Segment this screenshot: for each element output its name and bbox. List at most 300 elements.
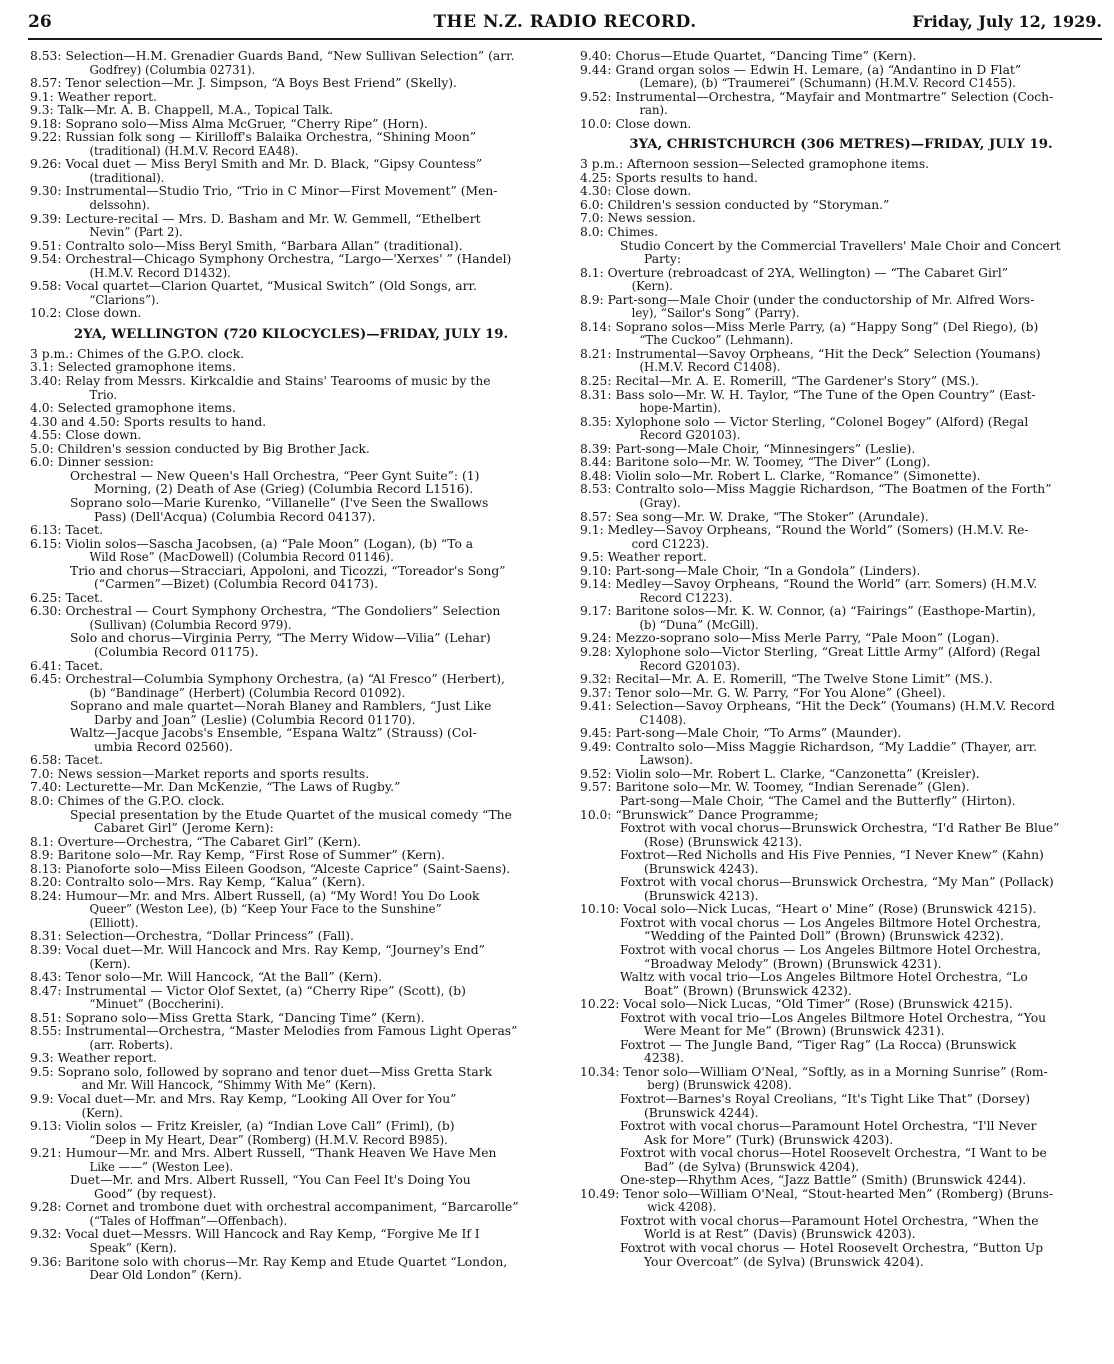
subitem-line: Party: (644, 252, 681, 267)
subitem-line: Foxtrot — The Jungle Band, “Tiger Rag” (La Rocca) (Brunswick (620, 1037, 1017, 1052)
entry-text (58, 1093, 552, 1120)
subitem-line: Foxtrot with vocal chorus—Hotel Roosevelt Orchestra, “I Want to be (620, 1146, 1047, 1161)
entry-line: Speak” (Kern). (89, 1241, 177, 1256)
entry-text (615, 673, 1102, 687)
entry-time: 9.24: (580, 631, 616, 646)
entry-text (65, 185, 552, 212)
entry-line: Violin solo—Mr. Robert L. Clarke, “Romance” (Simonette). (615, 468, 981, 483)
entry-text (58, 849, 552, 863)
subitem-line: (Brunswick 4213). (644, 888, 759, 903)
entry-time: 9.54: (30, 252, 66, 267)
entry-time: 8.47: (30, 983, 66, 998)
entry-line: Baritone solo—Mr. W. Toomey, “The Diver” (Long). (615, 455, 931, 470)
entry-time: 9.22: (30, 130, 66, 145)
programme-entry (30, 592, 552, 606)
programme-subitem (580, 1147, 1102, 1174)
entry-text (65, 660, 552, 674)
entry-text (615, 348, 1102, 375)
entry-text (608, 199, 1102, 213)
entry-line: Weather report. (607, 550, 707, 565)
programme-entry (580, 511, 1102, 525)
entry-time: 6.41: (30, 658, 66, 673)
programme-entry (30, 375, 552, 402)
programme-entry (580, 64, 1102, 91)
entry-time: 8.48: (580, 468, 616, 483)
subitem-line: Were Meant for Me” (Brown) (Brunswick 4231). (644, 1024, 945, 1039)
entry-line: Vocal duet—Mr. and Mrs. Ray Kemp, “Looking All Over for You” (57, 1092, 457, 1107)
entry-line: Recital—Mr. A. E. Romerill, “The Twelve Stone Limit” (MS.). (615, 672, 993, 687)
entry-time: 7.40: (30, 780, 66, 795)
entry-line: Wild Rose” (MacDowell) (Columbia Record 01146). (89, 550, 394, 565)
programme-entry (30, 158, 552, 185)
entry-time: 8.31: (580, 387, 616, 402)
entry-time: 9.9: (30, 1092, 58, 1107)
programme-subitem (580, 849, 1102, 876)
entry-line: Xylophone solo — Victor Sterling, “Colonel Bogey” (Alford) (Regal (615, 414, 1029, 429)
entry-time: 3.1: (30, 360, 58, 375)
entry-time: 8.0: (30, 793, 58, 808)
programme-entry (580, 321, 1102, 348)
entry-text (58, 91, 552, 105)
entry-time: 6.58: (30, 753, 66, 768)
programme-subitem (580, 1215, 1102, 1242)
entry-line: Contralto solo—Mrs. Ray Kemp, “Kalua” (Kern). (65, 875, 366, 890)
entry-line: Soprano solo, followed by soprano and tenor duet—Miss Gretta Stark (57, 1064, 493, 1079)
entry-line: Talk—Mr. A. B. Chappell, M.A., Topical Talk. (57, 103, 334, 118)
programme-subitem (580, 876, 1102, 903)
entry-line: Children's session conducted by Big Brother Jack. (57, 441, 370, 456)
programme-entry (580, 809, 1102, 823)
programme-subitem (30, 809, 552, 836)
entry-line: Instrumental—Orchestra, “Master Melodies from Famous Light Operas” (65, 1024, 518, 1039)
entry-time: 9.57: (580, 780, 616, 795)
programme-subitem (30, 1174, 552, 1201)
entry-line: Queer” (Weston Lee), (b) “Keep Your Face to the Sunshine” (89, 902, 442, 917)
entry-time: 3.40: (30, 374, 66, 389)
entry-line: Close down. (615, 116, 692, 131)
entry-line: Sports results to hand. (615, 170, 758, 185)
entry-text (124, 416, 552, 430)
entry-text (65, 253, 552, 280)
entry-time: 4.0: (30, 401, 58, 416)
entry-line: Violin solos—Sascha Jacobsen, (a) “Pale Moon” (Logan), (b) “To a (65, 536, 474, 551)
programme-subitem (580, 1242, 1102, 1269)
entry-text (65, 240, 552, 254)
programme-entry (30, 1012, 552, 1026)
entry-line: (arr. Roberts). (89, 1037, 174, 1052)
entry-text (615, 443, 1102, 457)
entry-line: Cornet and trombone duet with orchestral accompaniment, “Barcarolle” (65, 1200, 519, 1215)
entry-time: 8.9: (30, 848, 58, 863)
programme-entry (30, 538, 552, 565)
subitem-line: Good” (by request). (94, 1186, 217, 1201)
entry-line: “Deep in My Heart, Dear” (Romberg) (H.M.V. Record B985). (89, 1132, 448, 1147)
subitem-line: umbia Record 02560). (94, 739, 233, 754)
entry-line: Selected gramophone items. (57, 401, 236, 416)
entry-time: 9.14: (580, 577, 616, 592)
programme-entry (30, 1052, 552, 1066)
subitem-line: Foxtrot with vocal chorus — Los Angeles Biltmore Hotel Orchestra, (620, 943, 1042, 957)
entry-text (615, 483, 1102, 510)
entry-text (58, 443, 552, 457)
entry-line: Relay from Messrs. Kirkcaldie and Stains' Tearooms of music by the (65, 374, 491, 389)
programme-entry (580, 781, 1102, 795)
entry-line: Pianoforte solo—Miss Eileen Goodson, “Alceste Caprice” (Saint-Saens). (65, 861, 511, 876)
entry-time: 10.49: (580, 1186, 624, 1201)
entry-line: Instrumental—Studio Trio, “Trio in C Minor—First Movement” (Men- (65, 184, 498, 199)
programme-entry (30, 348, 552, 362)
subitem-line: Solo and chorus—Virginia Perry, “The Merry Widow—Vilia” (Lehar) (70, 631, 491, 646)
entry-text (615, 687, 1102, 701)
entry-line: Humour—Mr. and Mrs. Albert Russell, “Thank Heaven We Have Men (65, 1146, 497, 1161)
subitem-line: One-step—Rhythm Aces, “Jazz Battle” (Smith) (Brunswick 4244). (620, 1173, 1027, 1188)
entry-line: Tenor selection—Mr. J. Simpson, “A Boys Best Friend” (Skelly). (65, 76, 457, 91)
programme-subitem (580, 1039, 1102, 1066)
programme-entry (30, 1066, 552, 1093)
entry-line: Weather report. (57, 1051, 157, 1066)
subitem-line: Foxtrot—Red Nicholls and His Five Pennies, “I Never Knew” (Kahn) (620, 848, 1044, 863)
entry-line: Record G20103). (639, 658, 741, 673)
entry-time: 9.10: (580, 563, 616, 578)
programme-entry (30, 836, 552, 850)
entry-text (65, 280, 552, 307)
entry-text (65, 213, 552, 240)
programme-entry (580, 267, 1102, 294)
entry-time: 8.24: (30, 888, 66, 903)
entry-text (58, 768, 552, 782)
entry-line: Godfrey) (Columbia 02731). (89, 62, 256, 77)
publication-title: THE N.Z. RADIO RECORD. (433, 12, 697, 32)
entry-line: (Kern). (631, 279, 673, 294)
programme-entry (580, 1188, 1102, 1215)
page-number: 26 (28, 12, 52, 32)
entry-line: Close down. (65, 306, 142, 321)
entry-time: 9.58: (30, 279, 66, 294)
entry-line: ley), “Sailor's Song” (Parry). (631, 306, 800, 321)
entry-line: Vocal solo—Nick Lucas, “Old Timer” (Rose) (Brunswick 4215). (623, 997, 1013, 1012)
entry-time: 9.32: (30, 1227, 66, 1242)
programme-subitem (580, 944, 1102, 971)
entry-time: 9.28: (580, 644, 616, 659)
entry-time: 9.3: (30, 1051, 58, 1066)
subitem-line: Foxtrot with vocal chorus—Paramount Hotel Orchestra, “I'll Never (620, 1119, 1037, 1134)
subitem-line: Foxtrot with vocal chorus — Los Angeles Biltmore Hotel Orchestra, (620, 915, 1042, 930)
entry-text (65, 375, 552, 402)
programme-subitem (580, 1120, 1102, 1147)
subitem-line: Darby and Joan” (Leslie) (Columbia Record 01170). (94, 712, 416, 727)
entry-line: Soprano solo—Miss Gretta Stark, “Dancing Time” (Kern). (65, 1010, 425, 1025)
programme-subitem (580, 1012, 1102, 1039)
entry-line: Vocal quartet—Clarion Quartet, “Musical Switch” (Old Songs, arr. (65, 279, 477, 294)
subitem-line: Foxtrot with vocal chorus — Hotel Roosevelt Orchestra, “Button Up (620, 1241, 1044, 1256)
entry-text (65, 781, 552, 795)
entry-time: 8.53: (30, 49, 66, 63)
entry-time: 9.5: (30, 1064, 58, 1079)
entry-time: 8.57: (580, 509, 616, 524)
entry-time: 9.37: (580, 685, 616, 700)
entry-line: News session—Market reports and sports results. (57, 766, 370, 781)
subitem-line: (Brunswick 4243). (644, 861, 759, 876)
entry-line: wick 4208). (647, 1200, 717, 1215)
subitem-line: Duet—Mr. and Mrs. Albert Russell, “You Can Feel It's Doing You (70, 1173, 471, 1188)
entry-line: and Mr. Will Hancock, “Shimmy With Me” (Kern). (81, 1078, 377, 1093)
entry-line: Tacet. (65, 658, 104, 673)
programme-entry (580, 632, 1102, 646)
issue-date: Friday, July 12, 1929. (912, 12, 1102, 31)
entry-text (65, 429, 552, 443)
entry-time: 9.5: (580, 550, 608, 565)
right-column (580, 50, 1102, 1269)
entry-text (615, 646, 1102, 673)
entry-line: Dinner session: (57, 455, 154, 470)
entry-text (65, 118, 552, 132)
programme-entry (580, 118, 1102, 132)
entry-line: Violin solo—Mr. Robert L. Clarke, “Canzonetta” (Kreisler). (615, 766, 980, 781)
entry-text (65, 863, 552, 877)
entry-text (615, 64, 1102, 91)
entry-line: Sports results to hand. (123, 414, 267, 429)
subitem-line: Foxtrot with vocal chorus—Brunswick Orchestra, “I'd Rather Be Blue” (620, 821, 1060, 836)
entry-line: (b) “Bandinage” (Herbert) (Columbia Record 01092). (89, 685, 406, 700)
programme-entry (580, 50, 1102, 64)
subitem-line: Your Overcoat” (de Sylva) (Brunswick 4204). (644, 1254, 924, 1269)
programme-subitem (580, 1093, 1102, 1120)
programme-entry (580, 91, 1102, 118)
entry-time: 4.25: (580, 170, 616, 185)
entry-line: News session. (607, 211, 696, 226)
programme-entry (30, 50, 552, 77)
entry-time: 8.21: (580, 346, 616, 361)
entry-line: Recital—Mr. A. E. Romerill, “The Gardener's Story” (MS.). (615, 374, 980, 389)
entry-text (608, 212, 1102, 226)
entry-line: Vocal duet—Mr. Will Hancock and Mrs. Ray Kemp, “Journey's End” (65, 943, 485, 957)
entry-line: Sea song—Mr. W. Drake, “The Stoker” (Arundale). (615, 509, 929, 524)
entry-text (58, 1066, 552, 1093)
programme-entry (580, 389, 1102, 416)
entry-line: Xylophone solo—Victor Sterling, “Great Little Army” (Alford) (Regal (615, 644, 1041, 659)
programme-entry (30, 443, 552, 457)
entry-text (615, 91, 1102, 118)
entry-line: Selection—Savoy Orpheans, “Hit the Deck” (Youmans) (H.M.V. Record (615, 699, 1055, 714)
subitem-line: Pass) (Dell'Acqua) (Columbia Record 04137). (94, 509, 376, 524)
programme-entry (580, 524, 1102, 551)
entry-time: 8.31: (30, 929, 66, 944)
entry-time: 9.52: (580, 766, 616, 781)
entry-text (615, 511, 1102, 525)
entry-time: 4.30 and 4.50: (30, 414, 124, 429)
subitem-line: Ask for More” (Turk) (Brunswick 4203). (644, 1132, 894, 1147)
programme-entry (30, 768, 552, 782)
subitem-line: Foxtrot with vocal chorus—Paramount Hotel Orchestra, “When the (620, 1213, 1039, 1228)
entry-text (65, 930, 552, 944)
subitem-line: (Columbia Record 01175). (94, 644, 259, 659)
entry-text (65, 538, 552, 565)
entry-text (615, 470, 1102, 484)
subitem-line: Special presentation by the Etude Quartet of the musical comedy “The (70, 807, 512, 822)
entry-line: (H.M.V. Record D1432). (89, 265, 231, 280)
programme-entry (30, 781, 552, 795)
entry-text (58, 795, 552, 809)
entry-time: 9.32: (580, 672, 616, 687)
entry-text (608, 226, 1102, 240)
programme-entry (580, 294, 1102, 321)
entry-line: Part-song—Male Choir (under the conductorship of Mr. Alfred Wors- (607, 292, 1035, 307)
entry-text (615, 389, 1102, 416)
left-column (30, 50, 552, 1283)
entry-line: “Minuet” (Boccherini). (89, 997, 225, 1012)
entry-line: Overture—Orchestra, “The Cabaret Girl” (Kern). (57, 834, 362, 849)
entry-line: ran). (639, 103, 668, 118)
entry-time: 9.40: (580, 49, 616, 63)
entry-line: Tenor solo—Mr. G. W. Parry, “For You Alone” (Gheel). (615, 685, 946, 700)
subitem-line: 4238). (644, 1051, 685, 1066)
subitem-line: Boat” (Brown) (Brunswick 4232). (644, 983, 852, 998)
entry-line: Lawson). (639, 753, 694, 768)
subitem-line: Foxtrot with vocal chorus—Brunswick Orchestra, “My Man” (Pollack) (620, 875, 1054, 890)
entry-time: 3 p.m.: (580, 157, 628, 172)
entry-line: C1408). (639, 712, 687, 727)
entry-line: Orchestral—Columbia Symphony Orchestra, (a) “Al Fresco” (Herbert), (65, 672, 505, 687)
programme-entry (30, 890, 552, 931)
entry-line: “Brunswick” Dance Programme; (615, 807, 819, 822)
programme-subitem (580, 971, 1102, 998)
entry-text (615, 185, 1102, 199)
programme-entry (30, 876, 552, 890)
programme-entry (30, 944, 552, 971)
entry-text (77, 348, 552, 362)
entry-line: Medley—Savoy Orpheans, “Round the World” (arr. Somers) (H.M.V. (615, 577, 1038, 592)
entry-time: 8.44: (580, 455, 616, 470)
programme-entry (30, 1256, 552, 1283)
entry-text (615, 605, 1102, 632)
entry-time: 8.55: (30, 1024, 66, 1039)
entry-line: Contralto solo—Miss Maggie Richardson, “The Boatmen of the Forth” (615, 482, 1052, 497)
entry-text (65, 158, 552, 185)
programme-entry (580, 727, 1102, 741)
entry-text (58, 1052, 552, 1066)
entry-line: Trio. (89, 387, 118, 402)
entry-text (65, 1256, 552, 1283)
programme-entry (30, 1147, 552, 1174)
entry-text (615, 375, 1102, 389)
entry-line: “Clarions”). (89, 292, 160, 307)
entry-line: Baritone solo—Mr. W. Toomey, “Indian Serenade” (Glen). (615, 780, 970, 795)
entry-line: Mezzo-soprano solo—Miss Merle Parry, “Pale Moon” (Logan). (615, 631, 1000, 646)
programme-entry (30, 524, 552, 538)
entry-time: 9.39: (30, 211, 66, 226)
entry-line: Vocal solo—Nick Lucas, “Heart o' Mine” (Rose) (Brunswick 4215). (623, 902, 1037, 917)
station-heading: 2YA, WELLINGTON (720 KILOCYCLES)—FRIDAY, JULY 19. (73, 326, 509, 342)
entry-text (623, 1188, 1102, 1215)
programme-entry (580, 903, 1102, 917)
programme-entry (580, 158, 1102, 172)
programme-subitem (30, 632, 552, 659)
entry-line: Close down. (615, 184, 692, 199)
entry-line: Selected gramophone items. (57, 360, 236, 375)
programme-entry (30, 240, 552, 254)
programme-entry (30, 930, 552, 944)
programme-subitem (580, 240, 1102, 267)
programme-entry (30, 795, 552, 809)
programme-entry (30, 402, 552, 416)
entry-time: 10.10: (580, 902, 624, 917)
programme-subitem (30, 470, 552, 497)
entry-time: 3 p.m.: (30, 346, 78, 361)
entry-time: 9.21: (30, 1146, 66, 1161)
entry-line: Selection—H.M. Grenadier Guards Band, “New Sullivan Selection” (arr. (65, 49, 515, 63)
programme-entry (30, 118, 552, 132)
entry-line: Violin solos — Fritz Kreisler, (a) “Indian Love Call” (Friml), (b) (65, 1119, 455, 1134)
entry-line: Selection—Orchestra, “Dollar Princess” (Fall). (65, 929, 354, 944)
entry-line: Dear Old London” (Kern). (89, 1268, 242, 1283)
programme-entry (30, 673, 552, 700)
entry-line: Part-song—Male Choir, “To Arms” (Maunder). (615, 726, 902, 741)
entry-line: Humour—Mr. and Mrs. Albert Russell, (a) “My Word! You Do Look (65, 888, 480, 903)
entry-line: Medley—Savoy Orpheans, “Round the World” (Somers) (H.M.V. Re- (607, 523, 1029, 538)
entry-time: 6.0: (580, 197, 608, 212)
programme-entry (30, 985, 552, 1012)
subitem-line: Studio Concert by the Commercial Travellers' Male Choir and Concert (620, 238, 1061, 253)
station-heading: 3YA, CHRISTCHURCH (306 METRES)—FRIDAY, JULY 19. (629, 137, 1053, 153)
entry-time: 9.26: (30, 157, 66, 172)
entry-line: Baritone solo—Mr. Ray Kemp, “First Rose of Summer” (Kern). (57, 848, 445, 863)
entry-time: 6.45: (30, 672, 66, 687)
programme-entry (580, 741, 1102, 768)
programme-entry (30, 863, 552, 877)
entry-text (615, 416, 1102, 443)
entry-text (65, 1228, 552, 1255)
entry-text (65, 77, 552, 91)
entry-line: Nevin” (Part 2). (89, 225, 183, 240)
subitem-line: Soprano and male quartet—Norah Blaney and Ramblers, “Just Like (70, 699, 492, 714)
programme-subitem (580, 822, 1102, 849)
subitem-line: (Rose) (Brunswick 4213). (644, 834, 803, 849)
entry-line: Record G20103). (639, 428, 741, 443)
entry-time: 6.0: (30, 455, 58, 470)
subitem-line: Bad” (de Sylva) (Brunswick 4204). (644, 1159, 860, 1174)
programme-subitem (580, 917, 1102, 944)
entry-time: 9.1: (30, 89, 58, 104)
entry-time: 8.51: (30, 1010, 66, 1025)
programme-entry (30, 253, 552, 280)
entry-time: 9.18: (30, 116, 66, 131)
programme-entry (30, 131, 552, 158)
entry-line: Part-song—Male Choir, “In a Gondola” (Linders). (615, 563, 921, 578)
subitem-line: Waltz with vocal trio—Los Angeles Biltmore Hotel Orchestra, “Lo (620, 970, 1028, 985)
entry-text (58, 104, 552, 118)
entry-time: 8.1: (580, 265, 608, 280)
programme-entry (580, 605, 1102, 632)
programme-entry (580, 687, 1102, 701)
entry-text (65, 524, 552, 538)
entry-line: (Kern). (89, 956, 131, 971)
programme-entry (580, 998, 1102, 1012)
programme-entry (30, 1201, 552, 1228)
entry-text (608, 551, 1102, 565)
entry-time: 9.41: (580, 699, 616, 714)
programme-entry (580, 673, 1102, 687)
programme-entry (30, 77, 552, 91)
programme-entry (580, 456, 1102, 470)
entry-time: 8.13: (30, 861, 66, 876)
entry-text (65, 1025, 552, 1052)
entry-text (608, 524, 1102, 551)
entry-time: 8.1: (30, 834, 58, 849)
entry-text (65, 1147, 552, 1174)
entry-text (623, 998, 1102, 1012)
programme-subitem (30, 727, 552, 754)
programme-subitem (580, 1174, 1102, 1188)
